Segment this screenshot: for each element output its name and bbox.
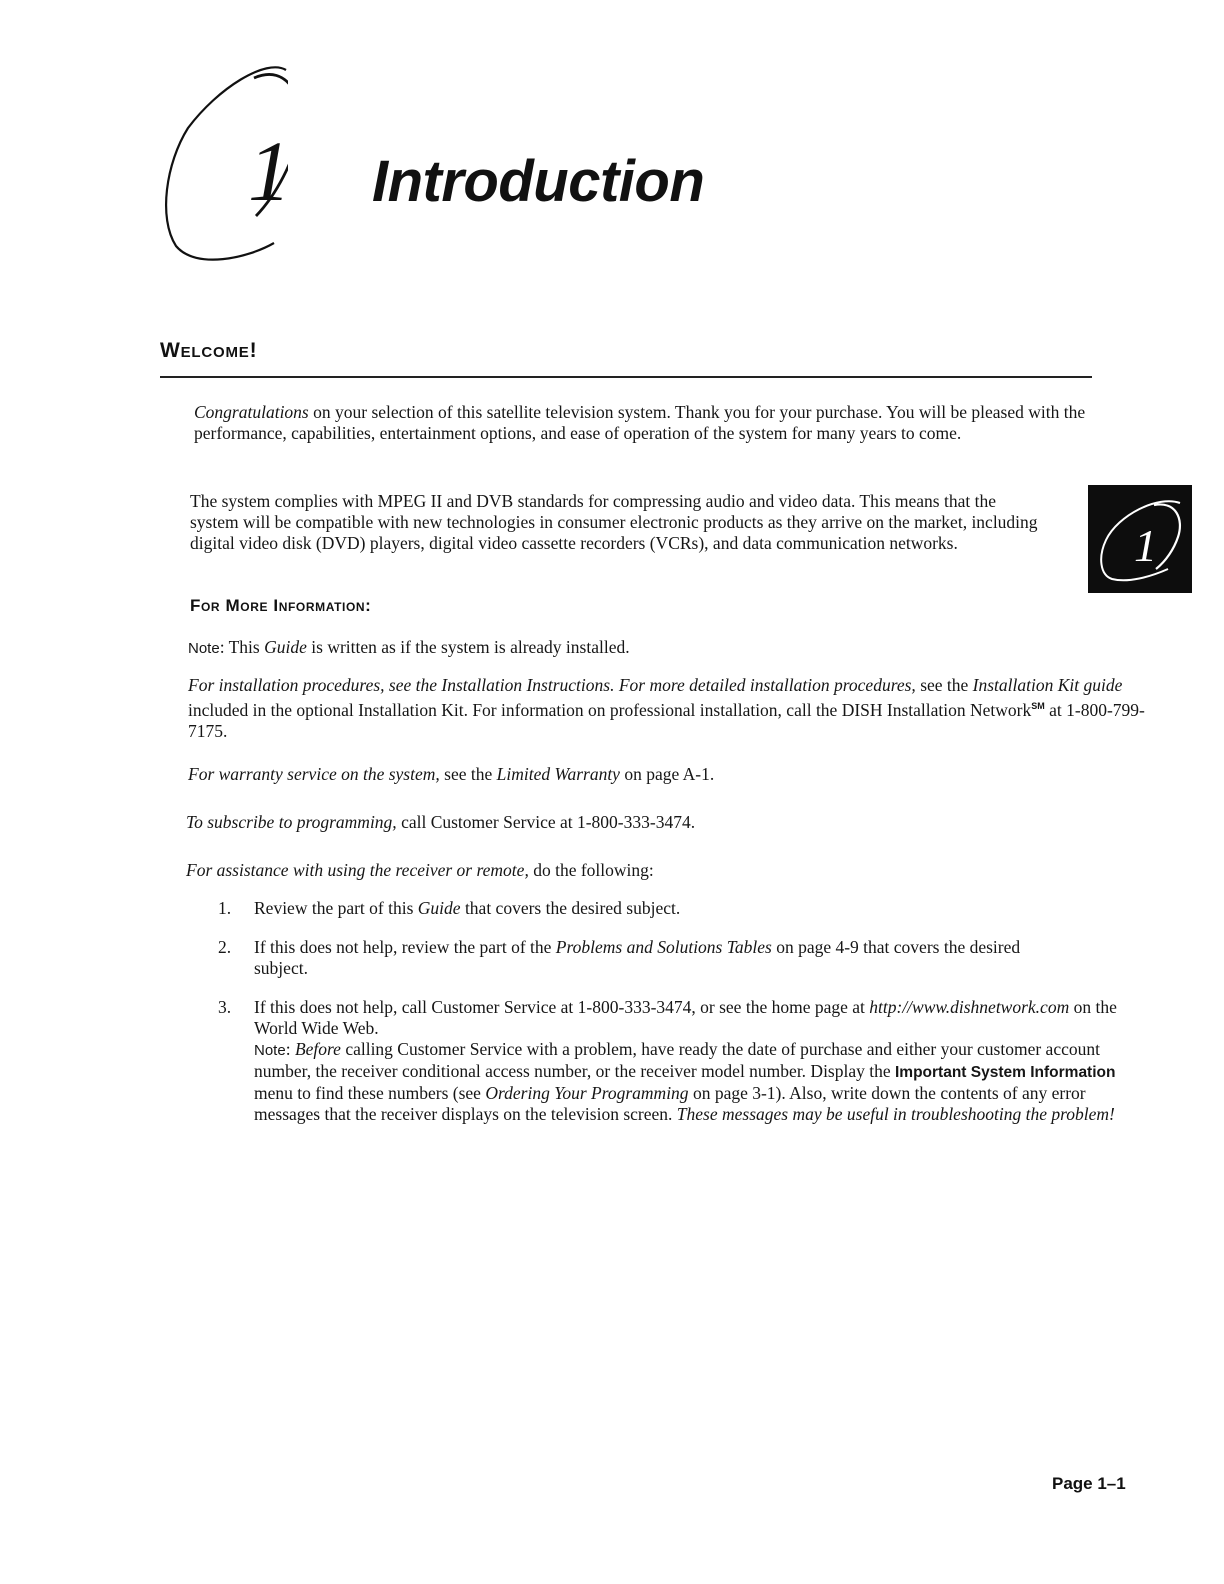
warranty-text: see the xyxy=(439,764,497,784)
chapter-tab-icon xyxy=(1088,485,1192,593)
note-label: Note xyxy=(188,640,220,657)
installation-lead: For installation procedures, see the Installation Instructions. For more detailed installation procedures, xyxy=(188,675,916,695)
website-link[interactable]: http://www.dishnetwork.com xyxy=(869,997,1070,1017)
subscribe-paragraph xyxy=(186,812,1086,833)
installation-text-2: included in the optional Installation Kit. For information on professional installation, call the DISH Installation Network xyxy=(188,699,1032,720)
note-text: calling Customer Service with a problem, have ready the date of purchase and either your customer account number, the receiver conditional access number, or the receiver model number. Display the xyxy=(254,1039,1100,1081)
for-more-information-heading: For More Information: xyxy=(190,596,372,615)
note-text-end: is written as if the system is already installed. xyxy=(306,637,630,657)
welcome-paragraph xyxy=(194,402,1139,444)
important-system-info-menu-ref: Important System Information xyxy=(895,1064,1116,1081)
page-number: Page 1–1 xyxy=(1052,1474,1126,1493)
note-text: : This xyxy=(219,637,265,657)
section-divider xyxy=(160,376,1092,378)
step-number: 2. xyxy=(218,937,232,957)
side-tab-number: 1 xyxy=(1134,520,1157,571)
warranty-lead: For warranty service on the system, xyxy=(188,764,440,784)
note-text-2: menu to find these numbers (see xyxy=(254,1083,486,1103)
list-item xyxy=(254,997,1144,1125)
step-number: 3. xyxy=(218,997,232,1017)
note-text-3: on page 3-1). Also, write down the contents of any error messages that the receiver displays on the television screen. xyxy=(254,1083,1086,1124)
installation-paragraph xyxy=(188,675,1163,742)
chapter-number: 1 xyxy=(248,123,288,219)
step-text-end: on page 4-9 that covers the desired subject. xyxy=(254,937,1021,978)
ordering-programming-ref: Ordering Your Programming xyxy=(485,1083,689,1103)
assistance-lead: For assistance with using the receiver or remote, xyxy=(186,860,529,880)
chapter-swoosh-icon xyxy=(158,58,288,278)
list-item xyxy=(254,898,1054,919)
welcome-lead: Congratulations xyxy=(194,402,309,422)
chapter-number-logo xyxy=(158,58,288,278)
assistance-text: do the following: xyxy=(528,860,654,880)
installation-phone: at 1-800-799-7175. xyxy=(188,699,1145,741)
step-text-end: on the World Wide Web. xyxy=(254,997,1117,1038)
assistance-paragraph xyxy=(186,860,1086,881)
standards-paragraph: The system complies with MPEG II and DVB standards for compressing audio and video data. This means that the system will be compatible with new technologies in consumer electronic products as they arrive on the market, including digital video disk (DVD) players, digital video cassette recorders (VCRs), and data communication networks. xyxy=(190,491,1038,553)
installation-text: see the xyxy=(915,675,973,695)
subscribe-phone: call Customer Service at 1-800-333-3474. xyxy=(396,812,696,832)
step-text: Review the part of this xyxy=(254,898,418,918)
problems-solutions-ref: Problems and Solutions Tables xyxy=(555,937,772,957)
note-tip: These messages may be useful in troubleshooting the problem! xyxy=(676,1104,1115,1124)
welcome-text: on your selection of this satellite television system. Thank you for your purchase. You will be pleased with the performance, capabilities, entertainment options, and ease of operation of the system for many years to come. xyxy=(194,402,1086,443)
service-mark: SM xyxy=(1031,701,1045,711)
limited-warranty-ref: Limited Warranty xyxy=(496,764,620,784)
step-number: 1. xyxy=(218,898,232,918)
step-text-end: that covers the desired subject. xyxy=(460,898,681,918)
step-text: If this does not help, review the part of the xyxy=(254,937,556,957)
warranty-paragraph xyxy=(188,764,1088,785)
note-separator: : xyxy=(285,1039,295,1059)
step-text: If this does not help, call Customer Service at 1-800-333-3474, or see the home page at xyxy=(254,997,870,1017)
list-item xyxy=(254,937,1054,979)
chapter-side-tab xyxy=(1088,485,1192,593)
guide-term: Guide xyxy=(417,898,461,918)
note-before-term: Before xyxy=(294,1039,341,1059)
chapter-title: Introduction xyxy=(372,149,705,214)
note-label: Note xyxy=(254,1042,286,1059)
warranty-page: on page A-1. xyxy=(619,764,715,784)
section-heading: Welcome! xyxy=(160,339,258,362)
note-installed-paragraph xyxy=(188,637,1088,659)
subscribe-lead: To subscribe to programming, xyxy=(186,812,397,832)
note-guide-term: Guide xyxy=(264,637,307,657)
installation-kit-guide: Installation Kit guide xyxy=(972,675,1123,695)
